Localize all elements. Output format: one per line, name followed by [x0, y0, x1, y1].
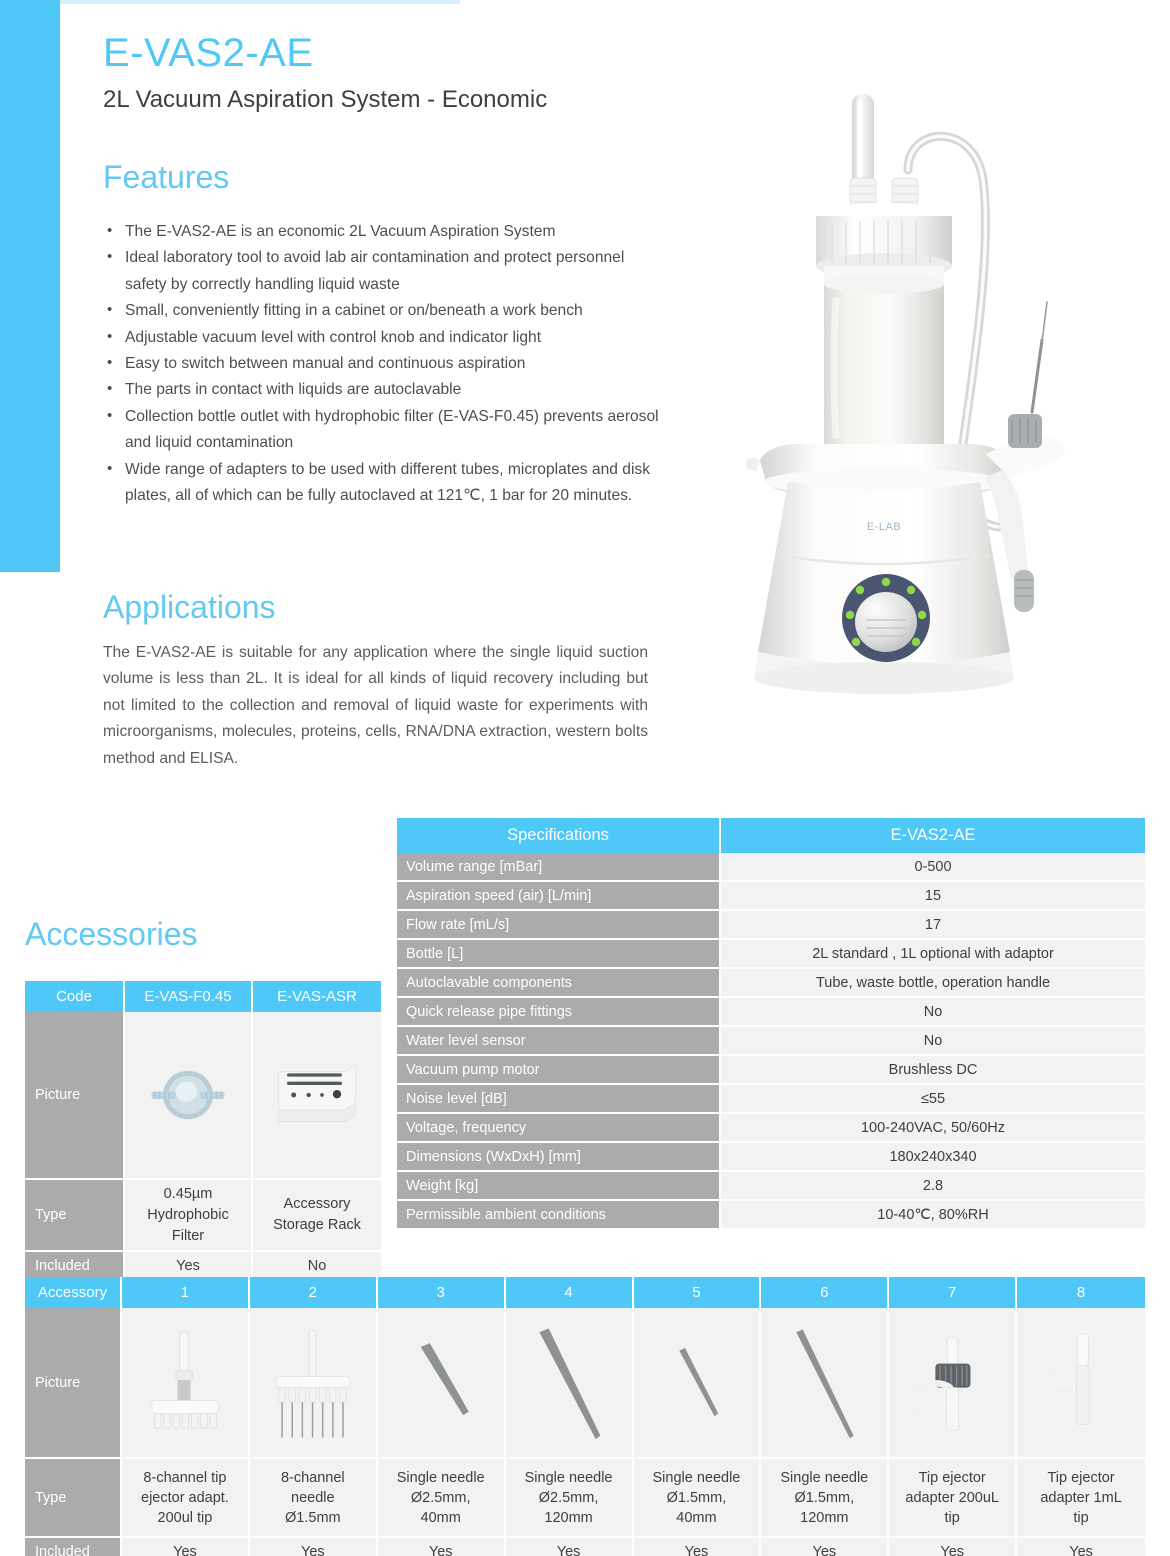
svg-text:E-LAB: E-LAB: [866, 521, 902, 533]
spec-value-cell: 2.8: [721, 1172, 1145, 1201]
product-photo: [740, 30, 1120, 730]
eight-channel-needle-icon: [250, 1308, 378, 1459]
table-row: [397, 1201, 1145, 1230]
accessory-included-cell: Yes: [250, 1538, 378, 1556]
spec-value-cell: Tube, waste bottle, operation handle: [721, 969, 1145, 998]
single-needle-short-icon: [378, 1308, 506, 1459]
accessory-type-cell: Single needle Ø1.5mm, 40mm: [634, 1459, 762, 1538]
table-row: [397, 998, 1145, 1027]
spec-label-cell: Flow rate [mL/s]: [397, 911, 721, 940]
spec-value-cell: No: [721, 1027, 1145, 1056]
spec-value-cell: 180x240x340: [721, 1143, 1145, 1172]
vacuum-aspiration-system-image: [740, 30, 1120, 730]
accessory-number-cell: 1: [122, 1277, 250, 1308]
table-row: [397, 1056, 1145, 1085]
row-label-type: Type: [25, 1180, 125, 1252]
applications-heading: Applications: [103, 589, 276, 625]
accessory-included-cell: Yes: [506, 1538, 634, 1556]
storage-rack-icon: [253, 1012, 381, 1180]
single-needle-long-icon: [506, 1308, 634, 1459]
accessory-number-cell: 3: [378, 1277, 506, 1308]
tip-ejector-adapter-1ml-icon: [1017, 1308, 1145, 1459]
accessory-list-table: [25, 1277, 1145, 1556]
row-label-included: Included: [25, 1538, 122, 1556]
feature-item: • Easy to switch between manual and continuous aspiration: [103, 351, 668, 377]
page-title: E-VAS2-AE: [103, 31, 314, 75]
feature-item: • Ideal laboratory tool to avoid lab air contamination and protect personnel safety by correctly handling liquid waste: [103, 245, 668, 298]
spec-value-cell: 17: [721, 911, 1145, 940]
feature-item: • Collection bottle outlet with hydrophobic filter (E-VAS-F0.45) prevents aerosol and liquid contamination: [103, 404, 668, 457]
accessory-included-cell: Yes: [122, 1538, 250, 1556]
spec-label-cell: Bottle [L]: [397, 940, 721, 969]
spec-label-cell: Autoclavable components: [397, 969, 721, 998]
spec-value-cell: 2L standard , 1L optional with adaptor: [721, 940, 1145, 969]
spec-label-cell: Weight [kg]: [397, 1172, 721, 1201]
accessories-heading: Accessories: [25, 916, 198, 952]
tip-ejector-adapter-200ul-icon: [889, 1308, 1017, 1459]
table-row: [25, 1538, 1145, 1556]
spec-label-cell: Voltage, frequency: [397, 1114, 721, 1143]
accessory-type-cell: Single needle Ø2.5mm, 120mm: [506, 1459, 634, 1538]
row-label-picture: Picture: [25, 1308, 122, 1459]
table-row: [397, 1027, 1145, 1056]
hydrophobic-filter-icon: [125, 1012, 253, 1180]
feature-item: • The parts in contact with liquids are autoclavable: [103, 377, 668, 403]
table-row: [397, 853, 1145, 882]
accessories-table: [25, 981, 381, 1282]
features-list: [103, 219, 668, 509]
feature-item: • Adjustable vacuum level with control knob and indicator light: [103, 325, 668, 351]
spec-value-cell: Brushless DC: [721, 1056, 1145, 1085]
spec-label-cell: Aspiration speed (air) [L/min]: [397, 882, 721, 911]
spec-value-cell: No: [721, 998, 1145, 1027]
table-row: [397, 1114, 1145, 1143]
row-label-type: Type: [25, 1459, 122, 1538]
table-row: [397, 969, 1145, 998]
left-accent-bar: [0, 0, 60, 572]
accessory-number-cell: 6: [761, 1277, 889, 1308]
spec-value-cell: 15: [721, 882, 1145, 911]
accessory-type-cell: Single needle Ø1.5mm, 120mm: [761, 1459, 889, 1538]
table-row: [25, 1180, 381, 1252]
accessory-type-cell: 8-channel tip ejector adapt. 200ul tip: [122, 1459, 250, 1538]
spec-label-cell: Volume range [mBar]: [397, 853, 721, 882]
table-row: [397, 1143, 1145, 1172]
spec-label-cell: Permissible ambient conditions: [397, 1201, 721, 1230]
spec-header-label: Specifications: [397, 818, 721, 853]
spec-label-cell: Water level sensor: [397, 1027, 721, 1056]
accessories-code-header: Code: [25, 981, 125, 1012]
accessory-number-cell: 8: [1017, 1277, 1145, 1308]
accessory-code-cell: E-VAS-ASR: [253, 981, 381, 1012]
table-row: [397, 940, 1145, 969]
accessory-included-cell: Yes: [378, 1538, 506, 1556]
table-row: [397, 1085, 1145, 1114]
accessory-type-cell: Accessory Storage Rack: [253, 1180, 381, 1252]
accessory-number-cell: 5: [634, 1277, 762, 1308]
accessory-included-cell: Yes: [761, 1538, 889, 1556]
table-row: [397, 1172, 1145, 1201]
table-row: [397, 911, 1145, 940]
feature-item: • Small, conveniently fitting in a cabinet or on/beneath a work bench: [103, 298, 668, 324]
row-label-included: Included: [25, 1252, 125, 1282]
accessory-included-cell: Yes: [1017, 1538, 1145, 1556]
applications-body: The E-VAS2-AE is suitable for any application where the single liquid suction volume is less than 2L. It is ideal for all kinds of liquid recovery including but not limited to the collection and removal of liquid waste for experiments with microorganisms, molecules, proteins, cells, RNA/DNA extraction, western bolts method and ELISA.: [103, 644, 648, 767]
table-row: [397, 882, 1145, 911]
accessory-type-cell: Single needle Ø2.5mm, 40mm: [378, 1459, 506, 1538]
accessory-number-cell: 7: [889, 1277, 1017, 1308]
table-row: [25, 1012, 381, 1180]
table-row: [25, 1459, 1145, 1538]
spec-label-cell: Vacuum pump motor: [397, 1056, 721, 1085]
accessory-type-cell: Tip ejector adapter 1mL tip: [1017, 1459, 1145, 1538]
accessory-type-cell: Tip ejector adapter 200uL tip: [889, 1459, 1017, 1538]
accessory-included-cell: Yes: [634, 1538, 762, 1556]
spec-label-cell: Dimensions (WxDxH) [mm]: [397, 1143, 721, 1172]
spec-header-model: E-VAS2-AE: [721, 818, 1145, 853]
specifications-table: [397, 818, 1145, 1230]
feature-item: • Wide range of adapters to be used with different tubes, microplates and disk plates, all of which can be fully autoclaved at 121℃, 1 bar for 20 minutes.: [103, 457, 668, 510]
feature-item: • The E-VAS2-AE is an economic 2L Vacuum Aspiration System: [103, 219, 668, 245]
accessory-type-cell: 8-channel needle Ø1.5mm: [250, 1459, 378, 1538]
spec-value-cell: 10-40℃, 80%RH: [721, 1201, 1145, 1230]
spec-value-cell: 100-240VAC, 50/60Hz: [721, 1114, 1145, 1143]
product-subtitle: 2L Vacuum Aspiration System - Economic: [103, 86, 548, 113]
accessory-included-cell: No: [253, 1252, 381, 1282]
product-header: [103, 30, 703, 115]
accessory-included-cell: Yes: [889, 1538, 1017, 1556]
row-label-picture: Picture: [25, 1012, 125, 1180]
top-accent-rule: [60, 0, 460, 4]
accessory-list-header: Accessory: [25, 1277, 122, 1308]
features-heading: Features: [103, 159, 230, 195]
single-needle-short-thin-icon: [634, 1308, 762, 1459]
accessory-code-cell: E-VAS-F0.45: [125, 981, 253, 1012]
spec-label-cell: Quick release pipe fittings: [397, 998, 721, 1027]
accessory-number-cell: 4: [506, 1277, 634, 1308]
table-row: [25, 1308, 1145, 1459]
spec-value-cell: ≤55: [721, 1085, 1145, 1114]
spec-label-cell: Noise level [dB]: [397, 1085, 721, 1114]
accessory-type-cell: 0.45µm Hydrophobic Filter: [125, 1180, 253, 1252]
single-needle-long-thin-icon: [761, 1308, 889, 1459]
eight-channel-tip-ejector-icon: [122, 1308, 250, 1459]
accessory-included-cell: Yes: [125, 1252, 253, 1282]
spec-value-cell: 0-500: [721, 853, 1145, 882]
accessory-number-cell: 2: [250, 1277, 378, 1308]
